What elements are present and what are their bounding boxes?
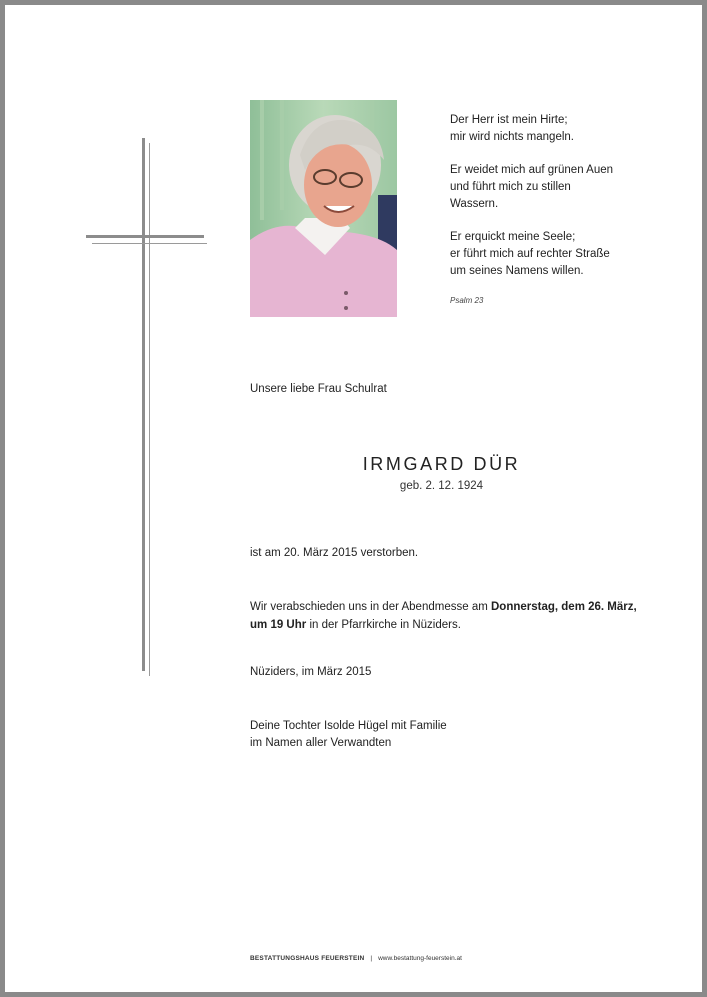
intro-text: Unsere liebe Frau Schulrat [250,383,387,395]
portrait-image [250,100,397,317]
funeral-date-time: Donnerstag, dem 26. März, um 19 Uhr [250,601,637,631]
mourners-line-2: im Namen aller Verwandten [250,737,392,749]
mourners [250,718,447,752]
psalm-stanza-1: Der Herr ist mein Hirte; mir wird nichts mangeln. [450,114,574,143]
funeral-notice [250,598,640,634]
cross-vertical-shadow [149,143,150,676]
funeral-text-1: Wir verabschieden uns in der Abendmesse am [250,601,491,613]
footer-website-link[interactable]: www.bestattung-feuerstein.at [378,955,462,962]
footer-company: BESTATTUNGSHAUS FEUERSTEIN [250,955,365,962]
death-notice: ist am 20. März 2015 verstorben. [250,547,419,559]
portrait-photo [250,100,397,317]
mourners-line-1: Deine Tochter Isolde Hügel mit Familie [250,720,447,732]
footer-separator: | [370,955,373,962]
funeral-text-2: in der Pfarrkirche in Nüziders. [306,619,461,631]
psalm-quote [450,112,670,325]
place-date: Nüziders, im März 2015 [250,666,372,678]
cross-horizontal-shadow [92,243,207,244]
psalm-reference: Psalm 23 [450,296,484,305]
psalm-stanza-3: Er erquickt meine Seele; er führt mich auf rechter Straße um seines Namens willen. [450,231,610,277]
deceased-name: IRMGARD DÜR [362,454,521,474]
cross-horizontal-bar [86,235,204,238]
psalm-stanza-2: Er weidet mich auf grünen Auen und führt mich zu stillen Wassern. [450,164,614,210]
footer [250,955,462,962]
birth-date: geb. 2. 12. 1924 [399,480,484,492]
cross-vertical-bar [142,138,145,671]
